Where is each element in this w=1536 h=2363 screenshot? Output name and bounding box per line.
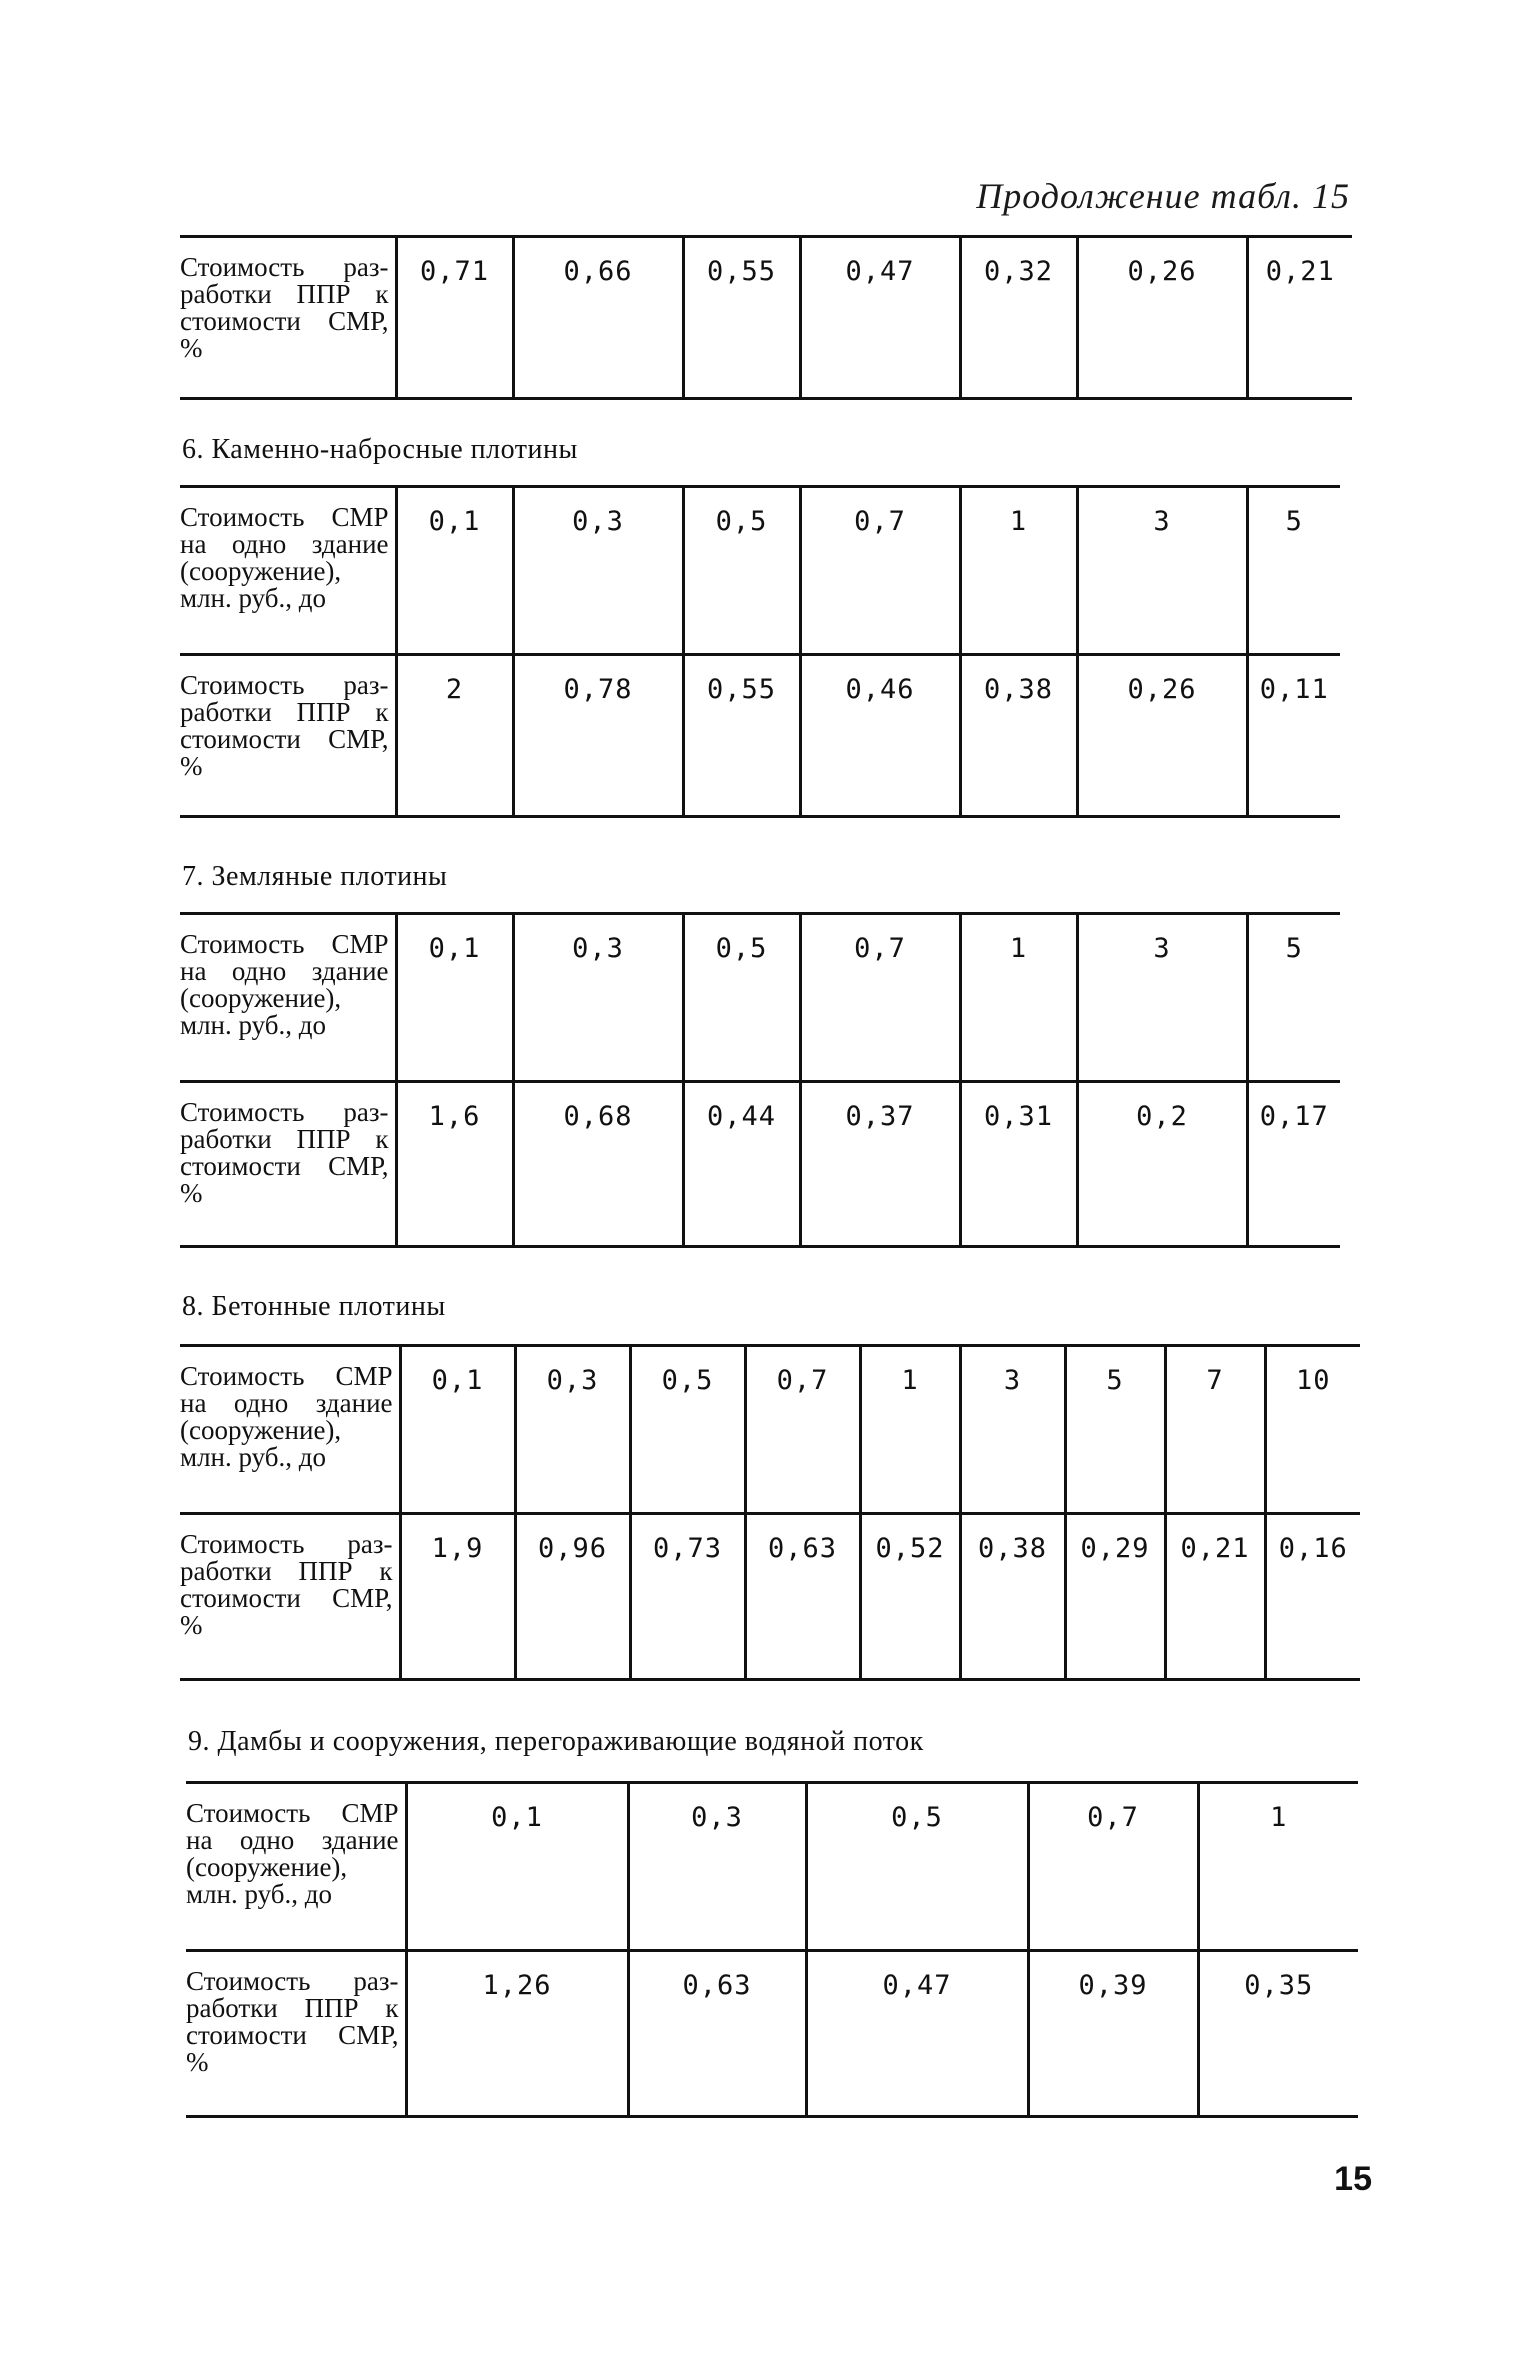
value-cell: 5 bbox=[1247, 487, 1340, 655]
value-cell: 0,17 bbox=[1247, 1082, 1340, 1247]
value-cell: 0,63 bbox=[745, 1514, 860, 1680]
value-cell: 0,44 bbox=[683, 1082, 800, 1247]
value-cell: 0,7 bbox=[1028, 1783, 1198, 1951]
table-continuation-title: Продолжение табл. 15 bbox=[976, 176, 1350, 216]
table-row bbox=[180, 237, 1352, 399]
value-cell: 0,3 bbox=[513, 914, 683, 1082]
value-cell: 0,21 bbox=[1247, 237, 1352, 399]
table-row bbox=[180, 487, 1340, 655]
section-rockfill-dams bbox=[180, 425, 1340, 818]
value-cell: 0,16 bbox=[1265, 1514, 1360, 1680]
row-label: Стоимость СМР на одно здание (сооружение), млн. руб., до bbox=[180, 502, 389, 613]
section-embankments bbox=[186, 1717, 1358, 2118]
value-cell: 0,1 bbox=[396, 914, 513, 1082]
row-label: Стоимость СМР на одно здание (сооружение), млн. руб., до bbox=[186, 1798, 399, 1909]
value-cell: 0,47 bbox=[806, 1951, 1028, 2117]
value-cell: 0,7 bbox=[745, 1346, 860, 1514]
value-cell: 0,5 bbox=[683, 487, 800, 655]
value-cell: 0,1 bbox=[400, 1346, 515, 1514]
value-cell: 0,66 bbox=[513, 237, 683, 399]
section-concrete-dams bbox=[180, 1282, 1360, 1681]
value-cell: 0,39 bbox=[1028, 1951, 1198, 2117]
value-cell: 0,52 bbox=[860, 1514, 960, 1680]
value-cell: 0,63 bbox=[628, 1951, 806, 2117]
value-cell: 3 bbox=[1077, 487, 1247, 655]
row-label: Стоимость разработки ППР к стоимости СМР, % bbox=[186, 1951, 406, 2117]
value-cell: 0,35 bbox=[1198, 1951, 1358, 2117]
value-cell: 0,73 bbox=[630, 1514, 745, 1680]
section-earth-dams bbox=[180, 852, 1340, 1248]
value-cell: 0,96 bbox=[515, 1514, 630, 1680]
value-cell: 0,26 bbox=[1077, 655, 1247, 817]
value-cell: 0,21 bbox=[1165, 1514, 1265, 1680]
value-cell: 10 bbox=[1265, 1346, 1360, 1514]
value-cell: 0,2 bbox=[1077, 1082, 1247, 1247]
row-label: Стоимость СМР на одно здание (сооружение), млн. руб., до bbox=[180, 1361, 393, 1472]
value-cell: 2 bbox=[396, 655, 513, 817]
value-cell: 0,7 bbox=[800, 914, 960, 1082]
value-cell: 1 bbox=[960, 487, 1077, 655]
value-cell: 0,32 bbox=[960, 237, 1077, 399]
value-cell: 5 bbox=[1065, 1346, 1165, 1514]
value-cell: 1 bbox=[860, 1346, 960, 1514]
value-cell: 0,5 bbox=[806, 1783, 1028, 1951]
value-cell: 0,47 bbox=[800, 237, 960, 399]
value-cell: 0,37 bbox=[800, 1082, 960, 1247]
value-cell: 1,6 bbox=[396, 1082, 513, 1247]
value-cell: 3 bbox=[1077, 914, 1247, 1082]
table-row bbox=[186, 1783, 1358, 1951]
section-table bbox=[180, 485, 1340, 818]
value-cell: 0,3 bbox=[628, 1783, 806, 1951]
value-cell: 0,3 bbox=[515, 1346, 630, 1514]
continuation-table bbox=[180, 235, 1352, 400]
value-cell: 0,55 bbox=[683, 655, 800, 817]
section-title: 7. Земляные плотины bbox=[182, 861, 448, 892]
value-cell: 0,3 bbox=[513, 487, 683, 655]
section-title: 6. Каменно-набросные плотины bbox=[182, 434, 578, 465]
value-cell: 0,1 bbox=[396, 487, 513, 655]
row-label: Стоимость разработки ППР к стоимости СМР, % bbox=[180, 655, 396, 817]
row-label: Стоимость разработки ППР к стоимости СМР, % bbox=[180, 1514, 400, 1680]
section-title: 9. Дамбы и сооружения, перегораживающие водяной поток bbox=[188, 1726, 924, 1757]
row-label: Стоимость разработки ППР к стоимости СМР, % bbox=[180, 1082, 396, 1247]
value-cell: 0,29 bbox=[1065, 1514, 1165, 1680]
value-cell: 0,78 bbox=[513, 655, 683, 817]
value-cell: 0,38 bbox=[960, 655, 1077, 817]
row-label: Стоимость СМР на одно здание (сооружение), млн. руб., до bbox=[180, 929, 389, 1040]
section-title: 8. Бетонные плотины bbox=[182, 1291, 446, 1322]
section-table bbox=[180, 1344, 1360, 1681]
value-cell: 0,55 bbox=[683, 237, 800, 399]
value-cell: 0,71 bbox=[396, 237, 513, 399]
value-cell: 1 bbox=[960, 914, 1077, 1082]
value-cell: 0,11 bbox=[1247, 655, 1340, 817]
value-cell: 7 bbox=[1165, 1346, 1265, 1514]
value-cell: 0,1 bbox=[406, 1783, 628, 1951]
table-row bbox=[180, 655, 1340, 817]
value-cell: 0,68 bbox=[513, 1082, 683, 1247]
value-cell: 0,5 bbox=[683, 914, 800, 1082]
page-number: 15 bbox=[1334, 2160, 1372, 2198]
table-row bbox=[180, 1346, 1360, 1514]
row-label: Стоимость разработки ППР к стоимости СМР, % bbox=[180, 252, 389, 363]
value-cell: 0,46 bbox=[800, 655, 960, 817]
section-table bbox=[186, 1781, 1358, 2118]
value-cell: 5 bbox=[1247, 914, 1340, 1082]
value-cell: 0,7 bbox=[800, 487, 960, 655]
value-cell: 1 bbox=[1198, 1783, 1358, 1951]
table-row bbox=[180, 914, 1340, 1082]
value-cell: 3 bbox=[960, 1346, 1065, 1514]
value-cell: 0,26 bbox=[1077, 237, 1247, 399]
section-table bbox=[180, 912, 1340, 1248]
table-row bbox=[180, 1514, 1360, 1680]
value-cell: 1,9 bbox=[400, 1514, 515, 1680]
value-cell: 1,26 bbox=[406, 1951, 628, 2117]
continuation-table-block bbox=[180, 235, 1352, 400]
table-row bbox=[180, 1082, 1340, 1247]
table-row bbox=[186, 1951, 1358, 2117]
value-cell: 0,38 bbox=[960, 1514, 1065, 1680]
value-cell: 0,5 bbox=[630, 1346, 745, 1514]
value-cell: 0,31 bbox=[960, 1082, 1077, 1247]
